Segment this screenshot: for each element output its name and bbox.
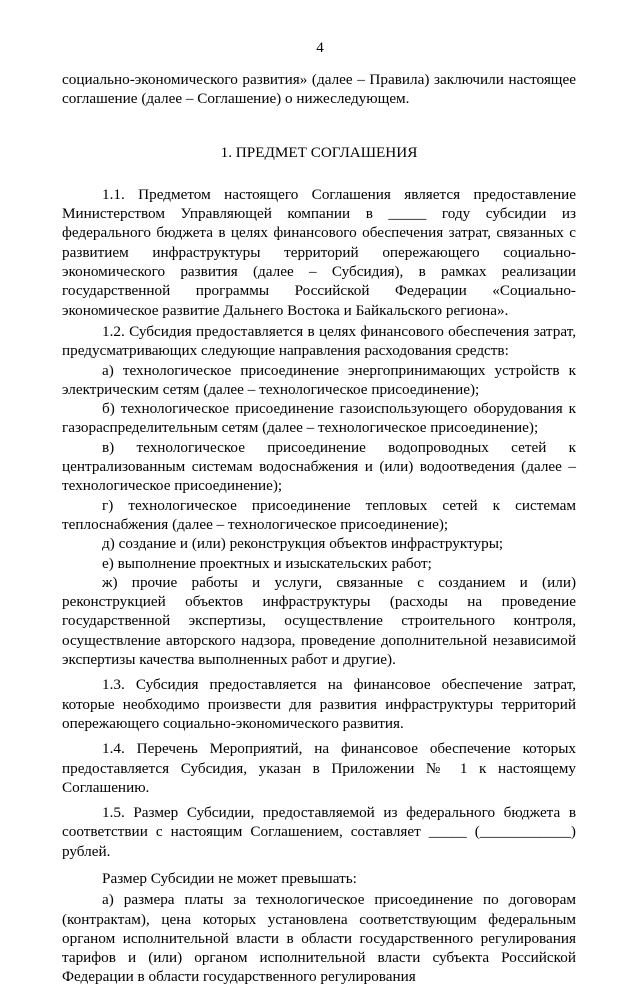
list-item-v: в) технологическое присоединение водопроводных сетей к централизованным системам водоснабжения и (или) водоотведения (далее – технологическое присоединение); (62, 438, 576, 495)
list-item-d: д) создание и (или) реконструкция объектов инфраструктуры; (102, 535, 504, 553)
document-body (62, 70, 576, 987)
section-title: 1. ПРЕДМЕТ СОГЛАШЕНИЯ (220, 143, 418, 161)
paragraph-1-2: 1.2. Субсидия предоставляется в целях финансового обеспечения затрат, предусматривающих следующие направления расходования средств: (62, 322, 576, 360)
paragraph-1-3: 1.3. Субсидия предоставляется на финансовое обеспечение затрат, которые необходимо произвести для развития инфраструктуры территорий опережающего социально-экономического развития. (62, 676, 576, 732)
paragraph-1-4: 1.4. Перечень Мероприятий, на финансовое обеспечение которых предоставляется Субсидия, указан в Приложении № 1 к настоящему Соглашению. (62, 740, 576, 796)
paragraph-1-5: 1.5. Размер Субсидии, предоставляемой из федерального бюджета в соответствии с настоящим Соглашением, составляет _____ (____________) рублей. (62, 804, 576, 860)
limit-paragraph: Размер Субсидии не может превышать: (102, 869, 357, 887)
list-item-e: е) выполнение проектных и изыскательских работ; (102, 554, 432, 572)
list-item-b: б) технологическое присоединение газоиспользующего оборудования к газораспределительным сетям (далее – технологическое присоединение); (62, 400, 576, 437)
intro-paragraph: социально-экономического развития» (далее – Правила) заключили настоящее соглашение (далее – Соглашение) о нижеследующем. (62, 71, 576, 108)
list-item-g: г) технологическое присоединение тепловых сетей к системам теплоснабжения (далее – технологическое присоединение); (62, 496, 576, 533)
list-item-zh: ж) прочие работы и услуги, связанные с созданием и (или) реконструкцией объектов инфраструктуры (расходы на проведение государственной экспертизы, осуществление строительного контроля, осуществление авторского надзора, проведение дополнительной независимой экспертизы качества выполненных работ и другие). (62, 573, 576, 669)
limit-item-a: а) размера платы за технологическое присоединение по договорам (контрактам), цена которых установлена соответствующим федеральным органом исполнительной власти в области государственного регулирования тарифов и (или) органом исполнительной власти субъекта Российской Федерации в области государственного регулирования (62, 891, 576, 986)
page-number: 4 (316, 40, 324, 56)
paragraph-1-1: 1.1. Предметом настоящего Соглашения является предоставление Министерством Управляющей компании в _____ году субсидии из федерального бюджета в целях финансового обеспечения затрат, связанных с развитием инфраструктуры территорий опережающего социально-экономического развития (далее – Субсидия), в рамках реализации государственной программы Российской Федерации «Социально-экономическое развитие Дальнего Востока и Байкальского региона». (62, 185, 576, 319)
list-item-a: а) технологическое присоединение энергопринимающих устройств к электрическим сетям (далее – технологическое присоединение); (62, 361, 576, 398)
